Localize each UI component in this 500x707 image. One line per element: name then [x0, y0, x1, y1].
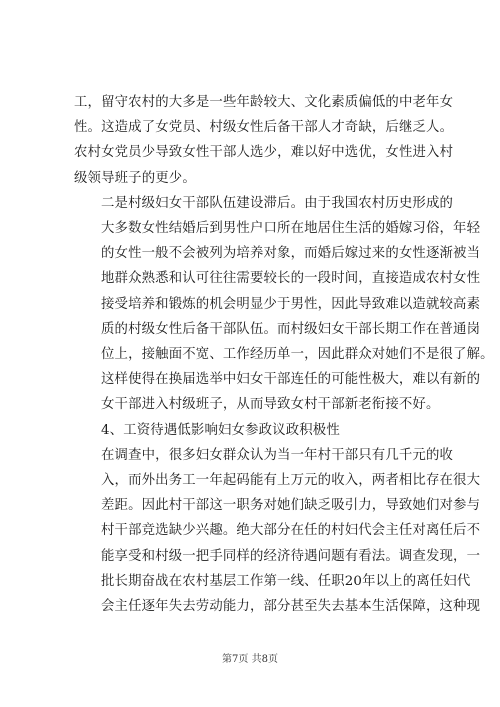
text-line: 农村女党员少导致女性干部人选少，难以好中选优，女性进入村 — [74, 145, 454, 161]
text-line: 质的村级女性后备干部队伍。而村级妇女干部长期工作在普通岗 — [101, 321, 481, 337]
text-line: 这样使得在换届选举中妇女干部连任的可能性极大，难以有新的 — [101, 372, 481, 388]
text-line: 女干部进入村级班子，从而导致女村干部新老衔接不好。 — [101, 397, 440, 413]
text-line: 地群众熟悉和认可往往需要较长的一段时间，直接造成农村女性 — [101, 271, 481, 287]
paragraph — [74, 90, 454, 191]
text-line: 能享受和村级一把手同样的经济待遇问题有看法。调查发现，一 — [101, 548, 481, 564]
text-line: 级领导班子的更少。 — [74, 170, 196, 186]
text-line: 批长期奋战在农村基层工作第一线、任职20年以上的离任妇代 — [101, 573, 471, 589]
text-line: 工，留守农村的大多是一些年龄较大、文化素质偏低的中老年女 — [74, 95, 454, 110]
text-line: 在调查中，很多妇女群众认为当一年村干部只有几千元的收 — [101, 447, 454, 463]
text-line: 性。这造成了女党员、村级女性后备干部人才奇缺，后继乏人。 — [74, 120, 454, 136]
text-line: 入，而外出务工一年起码能有上万元的收入，两者相比存在很大 — [101, 473, 481, 489]
text-line: 二是村级妇女干部队伍建设滞后。由于我国农村历史形成的 — [101, 195, 454, 211]
paragraph — [74, 443, 481, 619]
text-line: 位上，接触面不宽、工作经历单一，因此群众对她们不是很了解。 — [101, 347, 494, 363]
document-body — [74, 90, 494, 619]
paragraph — [74, 418, 430, 443]
paragraph — [74, 191, 494, 418]
text-line: 差距。因此村干部这一职务对她们缺乏吸引力，导致她们对参与 — [101, 498, 481, 514]
text-line: 的女性一般不会被列为培养对象，而婚后嫁过来的女性逐渐被当 — [101, 246, 481, 262]
page-footer: 第7页 共8页 — [222, 654, 278, 665]
text-line: 4、工资待遇低影响妇女参政议政积极性 — [101, 422, 340, 438]
text-line: 会主任逐年失去劳动能力，部分甚至失去基本生活保障，这种现 — [101, 599, 481, 615]
text-line: 大多数女性结婚后到男性户口所在地居住生活的婚嫁习俗，年轻 — [101, 221, 481, 237]
text-line: 村干部竞选缺少兴趣。绝大部分在任的村妇代会主任对离任后不 — [101, 523, 481, 539]
text-line: 接受培养和锻炼的机会明显少于男性，因此导致难以造就较高素 — [101, 296, 481, 312]
